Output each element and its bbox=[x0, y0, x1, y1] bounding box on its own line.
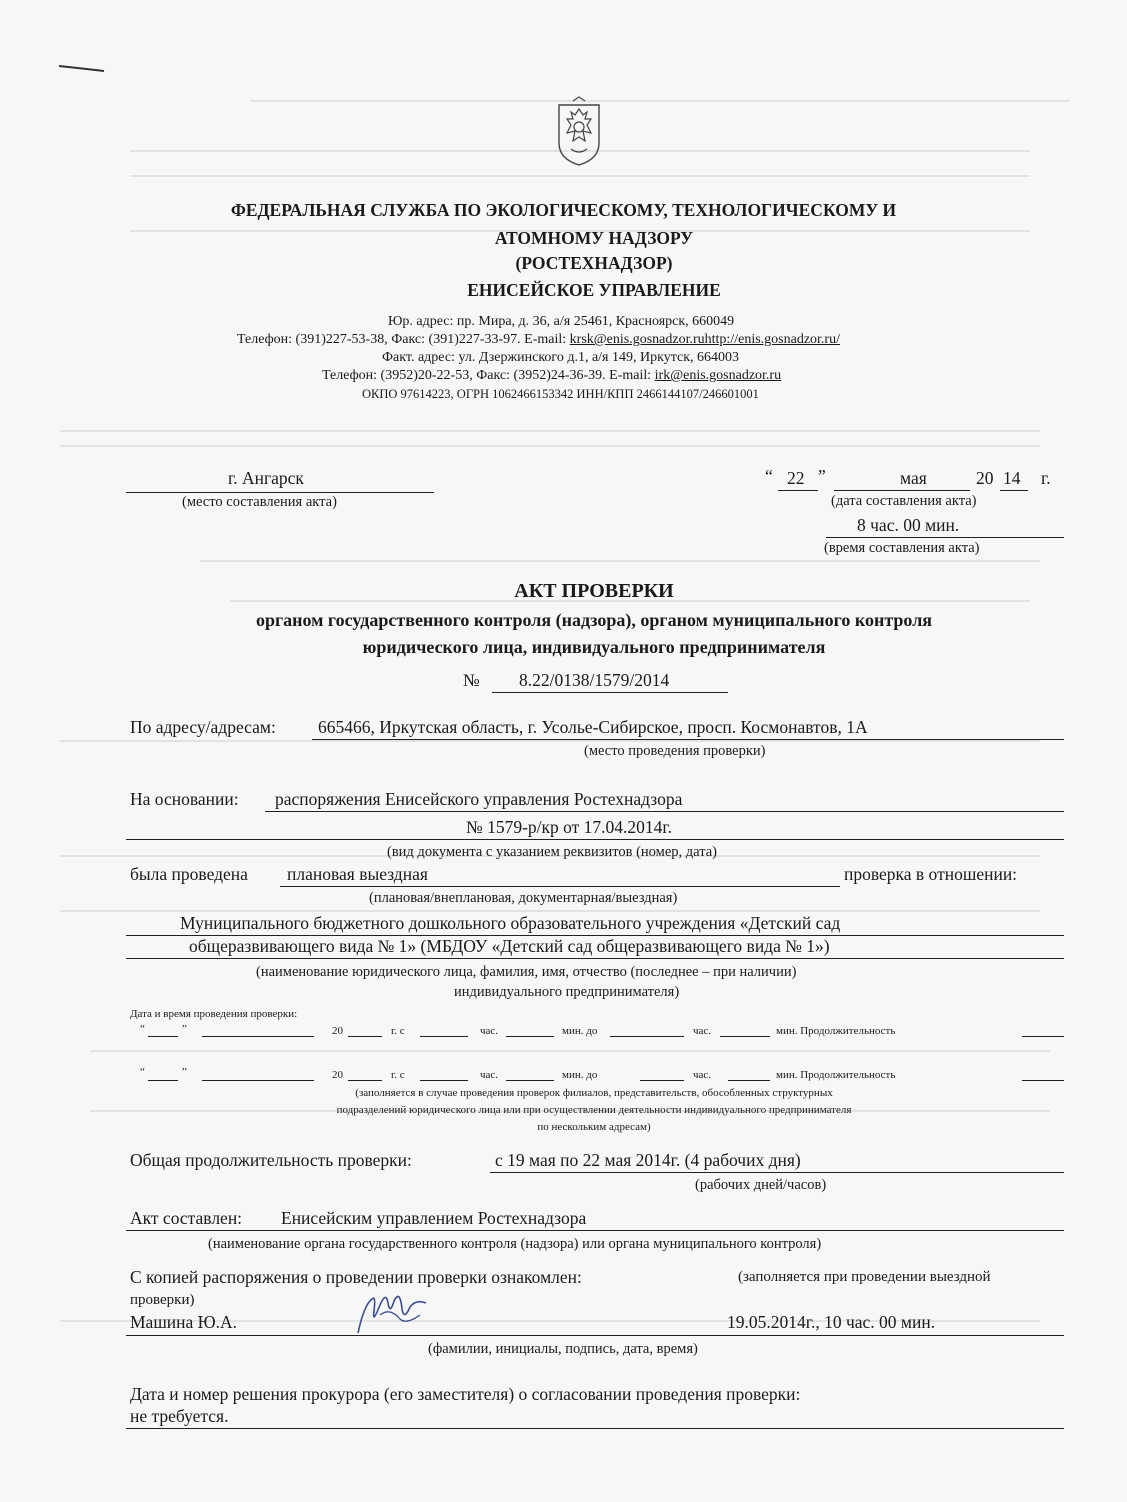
compiled-value: Енисейским управлением Ростехнадзора bbox=[281, 1208, 587, 1228]
agency-name-line3: (РОСТЕХНАДЗОР) bbox=[515, 253, 673, 273]
row1-min-to: мин. до bbox=[562, 1025, 598, 1037]
row1-quote-close: ” bbox=[182, 1023, 187, 1035]
conducted-label: была проведена bbox=[130, 864, 248, 884]
row1-year: 20 bbox=[332, 1025, 343, 1037]
basis-value-line1: распоряжения Енисейского управления Ростехнадзора bbox=[275, 789, 683, 809]
row1-quote-open: “ bbox=[140, 1023, 145, 1035]
basis-label: На основании: bbox=[130, 789, 239, 809]
prosecutor-label: Дата и номер решения прокурора (его заместителя) о согласовании проведения проверки: bbox=[130, 1384, 801, 1404]
acquainted-datetime: 19.05.2014г., 10 час. 00 мин. bbox=[727, 1312, 936, 1332]
date-caption: (дата составления акта) bbox=[831, 493, 977, 509]
agency-name-line2: АТОМНОМУ НАДЗОРУ bbox=[494, 228, 694, 248]
handwritten-signature bbox=[350, 1285, 430, 1341]
number-label: № bbox=[463, 670, 480, 690]
row1-from: г. с bbox=[391, 1025, 405, 1037]
russia-coat-of-arms-icon bbox=[553, 95, 605, 167]
email1-link[interactable]: krsk@enis.gosnadzor.ruhttp://enis.gosnadzor.ru/ bbox=[569, 332, 840, 347]
address-value: 665466, Иркутская область, г. Усолье-Сибирское, просп. Космонавтов, 1А bbox=[318, 717, 868, 737]
datetime-label: Дата и время проведения проверки: bbox=[130, 1008, 298, 1020]
registration-codes: ОКПО 97614223, ОГРН 1062466153342 ИНН/КПП 2466144107/246601001 bbox=[362, 387, 759, 401]
time-caption: (время составления акта) bbox=[824, 540, 980, 556]
act-day: 22 bbox=[787, 468, 805, 488]
act-place: г. Ангарск bbox=[228, 468, 304, 488]
entity-caption-line1: (наименование юридического лица, фамилия, имя, отчество (последнее – при наличии) bbox=[256, 964, 797, 980]
row1-hour2: час. bbox=[693, 1025, 712, 1037]
acquainted-name: Машина Ю.А. bbox=[130, 1312, 238, 1332]
datetime-note-line1: (заполняется в случае проведения проверок филиалов, представительств, обособленных структурных bbox=[355, 1087, 833, 1099]
inspection-type-caption: (плановая/внеплановая, документарная/выездная) bbox=[369, 890, 678, 906]
compiled-label: Акт составлен: bbox=[130, 1208, 243, 1228]
pen-stroke-mark bbox=[58, 64, 106, 72]
date-quote-close: ” bbox=[818, 466, 826, 486]
act-number: 8.22/0138/1579/2014 bbox=[519, 670, 670, 690]
act-time: 8 час. 00 мин. bbox=[857, 515, 960, 535]
acquainted-caption: (фамилии, инициалы, подпись, дата, время) bbox=[428, 1341, 698, 1357]
act-year-prefix: 20 bbox=[976, 468, 994, 488]
prosecutor-value: не требуется. bbox=[130, 1406, 229, 1426]
act-year-suffix: 14 bbox=[1003, 468, 1021, 488]
agency-name-line1: ФЕДЕРАЛЬНАЯ СЛУЖБА ПО ЭКОЛОГИЧЕСКОМУ, ТЕХНОЛОГИЧЕСКОМУ И bbox=[230, 200, 897, 220]
entity-name-line2: общеразвивающего вида № 1» (МБДОУ «Детский сад общеразвивающего вида № 1») bbox=[189, 936, 830, 956]
acquainted-note-line1: (заполняется при проведении выездной bbox=[738, 1269, 991, 1285]
duration-label: Общая продолжительность проверки: bbox=[130, 1150, 412, 1170]
datetime-note-line3: по нескольким адресам) bbox=[537, 1121, 651, 1133]
document-subtitle-line1: органом государственного контроля (надзора), органом муниципального контроля bbox=[255, 610, 933, 630]
row2-from: г. с bbox=[391, 1069, 405, 1081]
phone2: Телефон: (3952)20-22-53, Факс: (3952)24-36-39. E-mail: bbox=[322, 368, 655, 383]
compiled-caption: (наименование органа государственного контроля (надзора) или органа муниципального контроля) bbox=[208, 1236, 822, 1252]
row2-quote-close: ” bbox=[182, 1066, 187, 1078]
inspection-type: плановая выездная bbox=[287, 864, 428, 884]
row2-year: 20 bbox=[332, 1069, 343, 1081]
contacts-line2 bbox=[322, 368, 781, 384]
actual-address: Факт. адрес: ул. Дзержинского д.1, а/я 149, Иркутск, 664003 bbox=[382, 350, 740, 365]
row1-duration: мин. Продолжительность bbox=[776, 1025, 896, 1037]
datetime-note-line2: подразделений юридического лица или при осуществлении деятельности индивидуального предпринимателя bbox=[336, 1104, 852, 1116]
acquainted-label: С копией распоряжения о проведении проверки ознакомлен: bbox=[130, 1267, 582, 1287]
document-title: АКТ ПРОВЕРКИ bbox=[514, 580, 674, 602]
basis-caption: (вид документа с указанием реквизитов (номер, дата) bbox=[387, 844, 717, 860]
row1-hour: час. bbox=[480, 1025, 499, 1037]
row2-hour2: час. bbox=[693, 1069, 712, 1081]
duration-value: с 19 мая по 22 мая 2014г. (4 рабочих дня) bbox=[495, 1150, 801, 1170]
document-subtitle-line2: юридического лица, индивидуального предпринимателя bbox=[362, 637, 826, 657]
conducted-suffix: проверка в отношении: bbox=[844, 864, 1018, 884]
legal-address: Юр. адрес: пр. Мира, д. 36, а/я 25461, Красноярск, 660049 bbox=[388, 314, 735, 329]
basis-value-line2: № 1579-р/кр от 17.04.2014г. bbox=[466, 817, 673, 837]
agency-department: ЕНИСЕЙСКОЕ УПРАВЛЕНИЕ bbox=[467, 280, 721, 300]
duration-caption: (рабочих дней/часов) bbox=[695, 1177, 827, 1193]
address-label: По адресу/адресам: bbox=[130, 717, 276, 737]
date-quote-open: “ bbox=[765, 466, 773, 486]
place-caption: (место составления акта) bbox=[182, 494, 337, 510]
email2-link[interactable]: irk@enis.gosnadzor.ru bbox=[654, 368, 782, 383]
act-month: мая bbox=[900, 468, 927, 488]
entity-name-line1: Муниципального бюджетного дошкольного образовательного учреждения «Детский сад bbox=[180, 913, 841, 933]
contacts-line1 bbox=[237, 332, 840, 348]
entity-caption-line2: индивидуального предпринимателя) bbox=[454, 984, 680, 1000]
address-caption: (место проведения проверки) bbox=[584, 743, 766, 759]
row2-hour: час. bbox=[480, 1069, 499, 1081]
act-year-unit: г. bbox=[1041, 468, 1051, 488]
phone1: Телефон: (391)227-53-38, Факс: (391)227-33-97. E-mail: bbox=[237, 332, 570, 347]
row2-quote-open: “ bbox=[140, 1066, 145, 1078]
acquainted-note-line2: проверки) bbox=[130, 1292, 195, 1308]
row2-duration: мин. Продолжительность bbox=[776, 1069, 896, 1081]
row2-min-to: мин. до bbox=[562, 1069, 598, 1081]
